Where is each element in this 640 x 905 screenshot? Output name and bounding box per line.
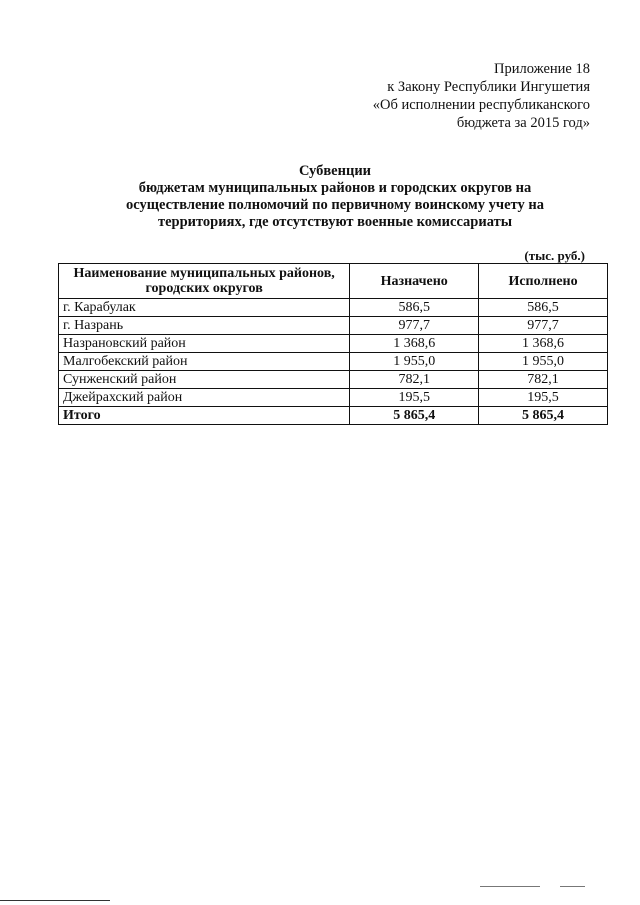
row-name: Джейрахский район	[59, 389, 350, 407]
row-assigned: 195,5	[350, 389, 479, 407]
header-name	[59, 264, 350, 299]
footer-divider	[0, 900, 110, 901]
table-row	[59, 299, 608, 317]
header-assigned: Назначено	[350, 264, 479, 299]
table-row	[59, 353, 608, 371]
row-executed: 1 955,0	[479, 353, 608, 371]
appendix-reference	[330, 60, 590, 132]
scan-mark	[560, 886, 585, 887]
title-heading: Субвенции	[298, 163, 372, 179]
row-executed: 977,7	[479, 317, 608, 335]
row-assigned: 1 368,6	[350, 335, 479, 353]
appendix-line: «Об исполнении республиканского	[372, 97, 590, 113]
row-executed: 195,5	[479, 389, 608, 407]
table-row	[59, 371, 608, 389]
row-name: Назрановский район	[59, 335, 350, 353]
table-row	[59, 317, 608, 335]
title-subtitle-line: осуществление полномочий по первичному воинскому учету на	[126, 197, 544, 213]
units-label: (тыс. руб.)	[524, 248, 585, 263]
header-executed: Исполнено	[479, 264, 608, 299]
header-name-line2: городских округов	[145, 281, 263, 296]
header-name-line1: Наименование муниципальных районов,	[73, 266, 335, 281]
appendix-line: бюджета за 2015 год»	[456, 115, 590, 131]
row-name: г. Назрань	[59, 317, 350, 335]
row-executed: 782,1	[479, 371, 608, 389]
row-name: Сунженский район	[59, 371, 350, 389]
document-title	[60, 163, 610, 231]
row-name: Малгобекский район	[59, 353, 350, 371]
row-name: г. Карабулак	[59, 299, 350, 317]
total-row	[59, 407, 608, 425]
total-name: Итого	[59, 407, 350, 425]
row-assigned: 586,5	[350, 299, 479, 317]
title-subtitle-line: бюджетам муниципальных районов и городских округов на	[138, 180, 532, 196]
row-assigned: 782,1	[350, 371, 479, 389]
title-subtitle-line: территориях, где отсутствуют военные комиссариаты	[157, 214, 513, 230]
table-row	[59, 389, 608, 407]
subventions-table	[58, 263, 608, 425]
row-assigned: 1 955,0	[350, 353, 479, 371]
total-executed: 5 865,4	[479, 407, 608, 425]
row-executed: 1 368,6	[479, 335, 608, 353]
row-executed: 586,5	[479, 299, 608, 317]
scan-mark	[480, 886, 540, 887]
total-assigned: 5 865,4	[350, 407, 479, 425]
table-header-row	[59, 264, 608, 299]
table-row	[59, 335, 608, 353]
row-assigned: 977,7	[350, 317, 479, 335]
appendix-line: Приложение 18	[494, 61, 590, 77]
appendix-line: к Закону Республики Ингушетия	[387, 79, 590, 95]
